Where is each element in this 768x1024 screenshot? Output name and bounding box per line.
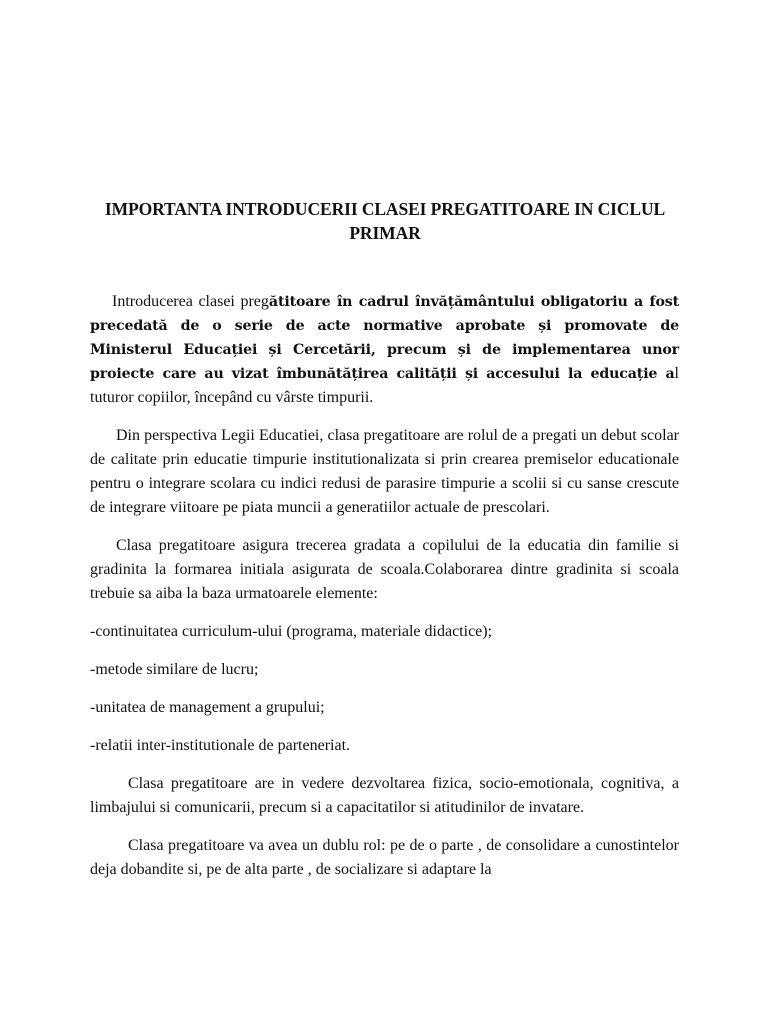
title-line-1: IMPORTANTA INTRODUCERII CLASEI PREGATITOARE IN CICLUL (104, 199, 666, 219)
title-line-2: PRIMAR (349, 223, 421, 243)
list-item-1: -continuitatea curriculum-ului (programa, materiale didactice); (90, 623, 493, 640)
list-item-3: -unitatea de management a grupului; (90, 699, 325, 716)
paragraph-2: Din perspectiva Legii Educatiei, clasa pregatitoare are rolul de a pregati un debut scolar de calitate prin educatie timpurie institutionalizata si prin crearea premiselor educationale pentru o integrare scolara cu indici redusi de parasire timpurie a scolii si cu sanse crescute de integrare viitoare pe piata muncii a generatiilor actuale de prescolari. (90, 427, 679, 516)
paragraph-1-bold: ătitoare în cadrul învățământului obligatoriu a fost precedată de o serie de acte normative aprobate și promovate de Ministerul Educației și Cercetării, precum și de implementarea unor proiecte care au vizat îmbunătățirea calității și accesului la educație a (90, 294, 679, 382)
document-body (90, 290, 679, 896)
paragraph-3: Clasa pregatitoare asigura trecerea gradata a copilului de la educatia din familie si gradinita la formarea initiala asigurata de scoala.Colaborarea dintre gradinita si scoala trebuie sa aiba la baza urmatoarele elemente: (90, 537, 679, 602)
paragraph-1-tail: l tuturor copiilor, începând cu vârste timpurii. (90, 365, 679, 406)
paragraph-5: Clasa pregatitoare va avea un dublu rol: pe de o parte , de consolidare a cunostintelor deja dobandite si, pe de alta parte , de socializare si adaptare la (90, 837, 679, 878)
paragraph-1 (90, 290, 679, 410)
paragraph-1-lead: Introducerea clasei preg (112, 293, 269, 310)
list-item-4: -relatii inter-institutionale de parteneriat. (90, 737, 351, 754)
document-title (90, 197, 680, 245)
list-item-2: -metode similare de lucru; (90, 661, 259, 678)
paragraph-4: Clasa pregatitoare are in vedere dezvoltarea fizica, socio-emotionala, cognitiva, a limbajului si comunicarii, precum si a capacitatilor si atitudinilor de invatare. (90, 775, 679, 816)
